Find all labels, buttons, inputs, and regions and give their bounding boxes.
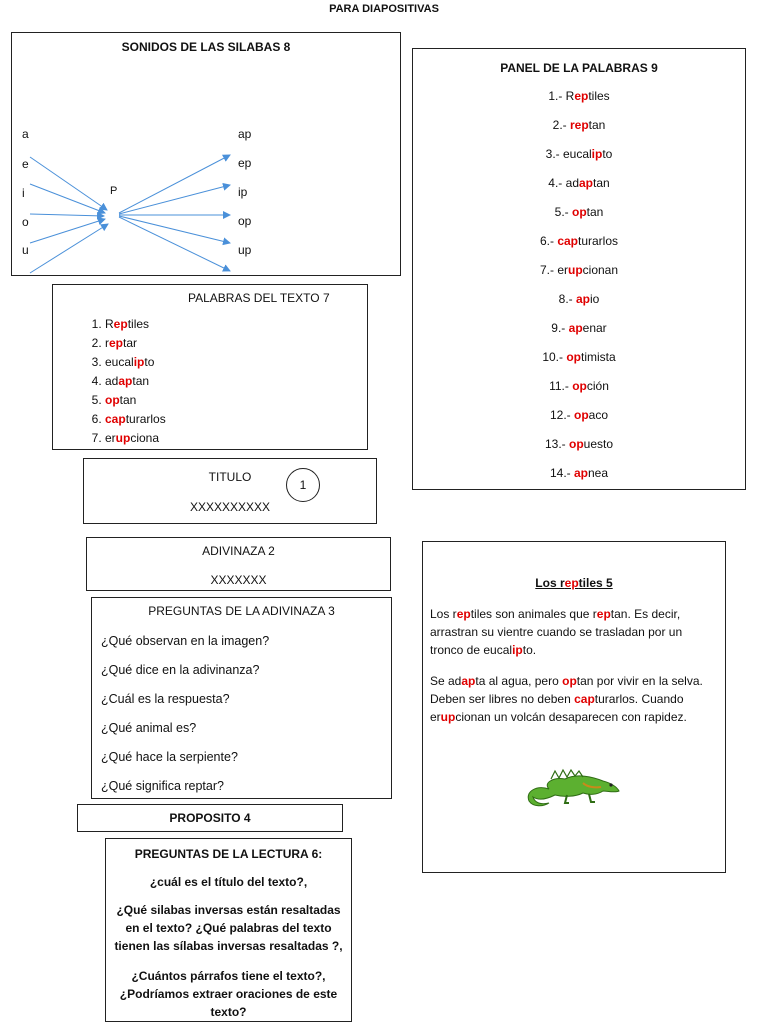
highlighted-syllable: cap	[574, 692, 595, 706]
titulo-number-circle: 1	[286, 468, 320, 502]
syllable-ap: ap	[238, 127, 252, 141]
word-part: r	[105, 336, 109, 350]
word-part: tan	[593, 176, 610, 190]
arrow-u	[30, 219, 105, 243]
sonidos-title: SONIDOS DE LAS SILABAS 8	[121, 40, 291, 54]
panel-item	[413, 321, 745, 335]
panel-item	[413, 118, 745, 132]
syllable-arrows-diagram	[12, 33, 402, 277]
lectura-title	[423, 576, 725, 590]
word-part: tiles	[588, 89, 610, 103]
palabra-texto-item	[105, 391, 166, 410]
arrow-i	[30, 184, 105, 213]
vowel-e: e	[22, 157, 29, 171]
highlighted-syllable: ep	[574, 89, 589, 103]
word-part: io	[590, 292, 600, 306]
text-part: tan. Es decir,	[610, 607, 681, 621]
palabra-texto-item	[105, 410, 166, 429]
panel-item-number: 8.-	[558, 292, 576, 306]
word-part: enar	[582, 321, 607, 335]
word-part: to	[144, 355, 155, 369]
pregunta-adivinanza-5: ¿Qué hace la serpiente?	[101, 750, 238, 764]
word-part: uesto	[583, 437, 614, 451]
word-part: eucal	[105, 355, 134, 369]
preguntas-adivinanza-box	[91, 597, 392, 799]
preguntas-lectura-box	[105, 838, 352, 1022]
palabras-list	[83, 315, 166, 448]
word-part: R	[105, 317, 114, 331]
palabra-texto-item	[105, 429, 166, 448]
vowel-o: o	[22, 215, 29, 229]
panel-item	[413, 205, 745, 219]
pregunta-adivinanza-4: ¿Qué animal es?	[101, 721, 197, 735]
arrow-o	[30, 214, 104, 216]
syllable-ep: ep	[238, 156, 252, 170]
center-p: P	[110, 185, 118, 197]
text-part: ta al agua, pero	[475, 674, 563, 688]
page-title: PARA DIAPOSITIVAS	[329, 3, 439, 15]
text-part: tiles son animales que r	[470, 607, 597, 621]
word-part: tan	[119, 393, 137, 407]
proposito-label: PROPOSITO 4	[169, 811, 251, 825]
lectura-box	[422, 541, 726, 873]
lectura-paragraph-2	[430, 672, 719, 726]
highlighted-syllable: up	[567, 263, 583, 277]
preguntas-adivinanza-title: PREGUNTAS DE LA ADIVINAZA 3	[148, 604, 335, 618]
word-part: tan	[586, 205, 604, 219]
panel-item-number: 5.-	[554, 205, 572, 219]
panel-item-number: 13.-	[544, 437, 569, 451]
arrow-ap	[119, 155, 230, 213]
palabra-texto-item	[105, 372, 166, 391]
text-part: Deben ser libres no deben	[430, 692, 575, 706]
arrow-op	[119, 216, 230, 243]
panel-item-number: 1.-	[548, 89, 566, 103]
arrow-ep	[119, 185, 230, 214]
text-part: to.	[522, 643, 537, 657]
word-part: tan	[132, 374, 150, 388]
highlighted-syllable: ep	[596, 607, 611, 621]
syllable-ip: ip	[238, 185, 248, 199]
vowel-a: a	[22, 127, 29, 141]
iguana-image	[523, 761, 623, 811]
titulo-label: TITULO	[208, 470, 252, 484]
pregunta-lectura-2a: ¿Qué silabas inversas están resaltadas	[116, 903, 341, 917]
highlighted-syllable: op	[568, 437, 584, 451]
palabra-texto-item	[105, 334, 166, 353]
proposito-box	[77, 804, 343, 832]
preguntas-lectura-title: PREGUNTAS DE LA LECTURA 6:	[134, 847, 323, 861]
panel-title: PANEL DE LA PALABRAS 9	[500, 61, 658, 75]
highlighted-syllable: ip	[591, 147, 603, 161]
word-part: turarlos	[125, 412, 166, 426]
highlighted-syllable: ap	[118, 374, 133, 388]
panel-item	[413, 350, 745, 364]
highlighted-syllable: op	[562, 674, 577, 688]
panel-item	[413, 408, 745, 422]
word-part: ad	[105, 374, 119, 388]
pregunta-lectura-3b: ¿Podríamos extraer oraciones de este	[119, 987, 338, 1001]
text-part: tan por vivir en la selva.	[576, 674, 703, 688]
panel-item-number: 9.-	[551, 321, 569, 335]
word-part: cionan	[582, 263, 619, 277]
word-part: tan	[588, 118, 606, 132]
syllable-up: up	[238, 243, 252, 257]
highlighted-syllable: up	[440, 710, 456, 724]
word-part: turarlos	[578, 234, 619, 248]
highlighted-syllable: op	[566, 350, 581, 364]
highlighted-syllable: ip	[512, 643, 523, 657]
panel-item	[413, 379, 745, 393]
arrow-extra	[30, 224, 108, 273]
highlighted-syllable: ep	[456, 607, 471, 621]
lectura-title-hl: ep	[564, 576, 579, 590]
text-part: er	[430, 710, 441, 724]
adivinanza-box	[86, 537, 391, 591]
panel-palabras-box	[412, 48, 746, 490]
palabras-title: PALABRAS DEL TEXTO 7	[188, 291, 330, 305]
highlighted-syllable: ep	[109, 336, 124, 350]
pregunta-lectura-3a: ¿Cuántos párrafos tiene el texto?,	[131, 969, 326, 983]
panel-item-number: 2.-	[552, 118, 570, 132]
highlighted-syllable: op	[573, 408, 589, 422]
panel-item	[413, 437, 745, 451]
adivinanza-value: XXXXXXX	[210, 573, 267, 587]
panel-item	[413, 263, 745, 277]
vowel-u: u	[22, 243, 29, 257]
palabra-texto-item	[105, 315, 166, 334]
word-part: ad	[565, 176, 579, 190]
lectura-title-pre: Los r	[535, 576, 565, 590]
highlighted-syllable: ap	[575, 292, 590, 306]
panel-item-number: 14.-	[549, 466, 574, 480]
pregunta-adivinanza-3: ¿Cuál es la respuesta?	[101, 692, 230, 706]
pregunta-adivinanza-6: ¿Qué significa reptar?	[101, 779, 224, 793]
highlighted-syllable: ap	[461, 674, 476, 688]
word-part: ciona	[130, 431, 160, 445]
panel-item-number: 4.-	[548, 176, 566, 190]
panel-item	[413, 292, 745, 306]
titulo-value: XXXXXXXXXX	[189, 500, 271, 514]
text-part: arrastran su vientre cuando se trasladan por un	[430, 625, 683, 639]
panel-item-number: 12.-	[549, 408, 574, 422]
pregunta-lectura-1: ¿cuál es el título del texto?,	[149, 875, 308, 889]
palabras-texto-box	[52, 284, 368, 450]
word-part: er	[557, 263, 568, 277]
word-part: eucal	[562, 147, 592, 161]
text-part: tronco de eucal	[430, 643, 513, 657]
pregunta-lectura-2c: tienen las sílabas inversas resaltadas ?,	[114, 939, 343, 953]
highlighted-syllable: rep	[569, 118, 589, 132]
highlighted-syllable: ap	[573, 466, 588, 480]
word-part: aco	[588, 408, 609, 422]
highlighted-syllable: cap	[105, 412, 126, 426]
panel-item	[413, 147, 745, 161]
titulo-box	[83, 458, 377, 524]
panel-item	[413, 466, 745, 480]
highlighted-syllable: ep	[113, 317, 128, 331]
panel-item-number: 11.-	[549, 379, 573, 393]
word-part: R	[565, 89, 575, 103]
sonidos-silabas-box	[11, 32, 401, 276]
panel-item-number: 3.-	[545, 147, 563, 161]
panel-item-number: 10.-	[542, 350, 567, 364]
word-part: ción	[586, 379, 609, 393]
panel-item	[413, 234, 745, 248]
pregunta-adivinanza-1: ¿Qué observan en la imagen?	[101, 634, 270, 648]
word-part: tar	[123, 336, 138, 350]
panel-item	[413, 176, 745, 190]
text-part: cionan un volcán desaparecen con rapidez.	[455, 710, 687, 724]
text-part: turarlos. Cuando	[594, 692, 684, 706]
lectura-title-post: tiles 5	[578, 576, 613, 590]
highlighted-syllable: cap	[557, 234, 578, 248]
highlighted-syllable: up	[115, 431, 131, 445]
word-part: to	[602, 147, 613, 161]
word-part: timista	[581, 350, 616, 364]
highlighted-syllable: op	[571, 205, 587, 219]
highlighted-syllable: ip	[133, 355, 145, 369]
text-part: Los r	[430, 607, 457, 621]
pregunta-lectura-2b: en el texto? ¿Qué palabras del texto	[125, 921, 332, 935]
syllable-op: op	[238, 214, 252, 228]
lectura-paragraph-1	[430, 605, 719, 659]
pregunta-adivinanza-2: ¿Qué dice en la adivinanza?	[101, 663, 260, 677]
pregunta-lectura-3c: texto?	[210, 1005, 247, 1019]
highlighted-syllable: ap	[568, 321, 583, 335]
highlighted-syllable: op	[572, 379, 587, 393]
word-part: tiles	[127, 317, 150, 331]
adivinanza-label: ADIVINAZA 2	[202, 544, 275, 558]
text-part: Se ad	[430, 674, 462, 688]
panel-item	[413, 89, 745, 103]
word-part: nea	[588, 466, 609, 480]
palabra-texto-item	[105, 353, 166, 372]
arrow-e	[30, 157, 107, 210]
highlighted-syllable: op	[105, 393, 120, 407]
highlighted-syllable: ap	[579, 176, 594, 190]
panel-item-number: 6.-	[539, 234, 558, 248]
word-part: er	[105, 431, 116, 445]
arrow-up	[119, 217, 230, 271]
panel-item-number: 7.-	[539, 263, 558, 277]
vowel-i: i	[22, 186, 25, 200]
